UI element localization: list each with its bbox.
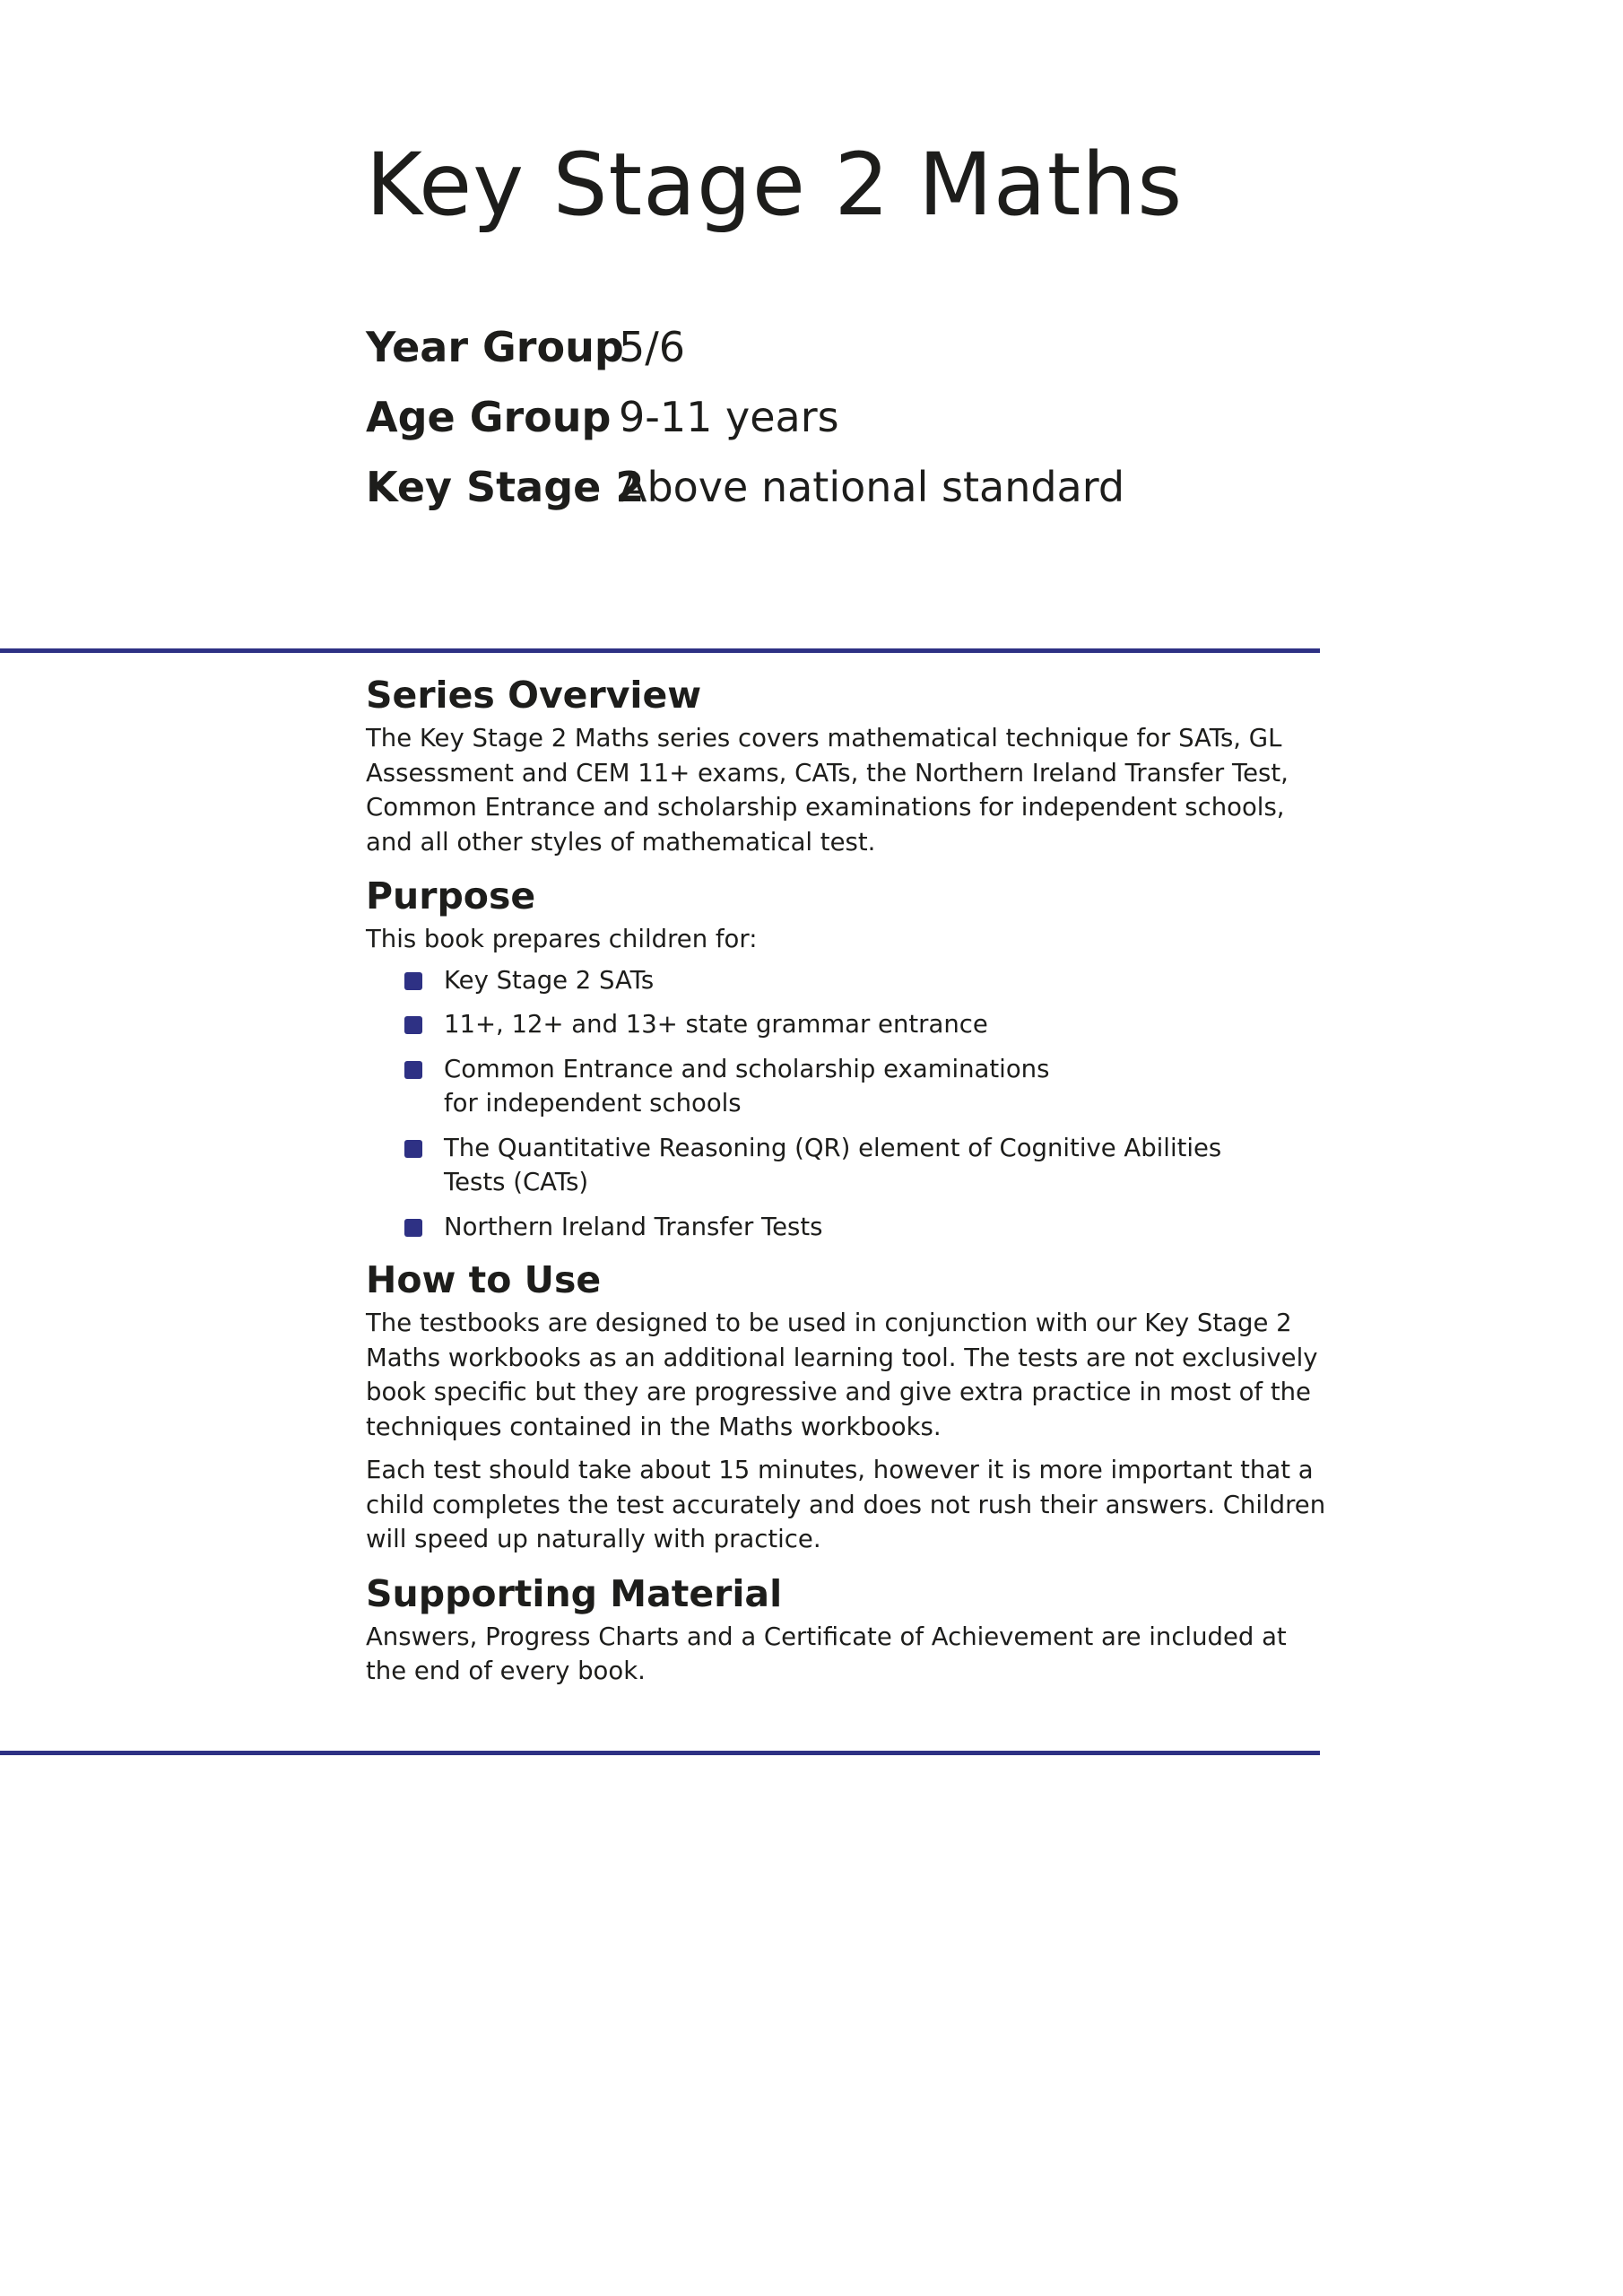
how-to-use-section (366, 1254, 1334, 1557)
list-item: Common Entrance and scholarship examinations for independent schools (366, 1052, 1334, 1121)
info-row-year-group (366, 323, 1124, 393)
info-row-key-stage (366, 463, 1124, 533)
page-title: Key Stage 2 Maths (366, 135, 1184, 235)
section-text: The Key Stage 2 Maths series covers mathematical technique for SATs, GL Assessment and CEM 11+ exams, CATs, the Northern Ireland Transfer Test, Common Entrance and scholarship examinations for independent schools, and all other styles of mathematical test. (366, 724, 1289, 857)
bullet-icon (404, 1061, 422, 1079)
info-value: 9-11 years (619, 393, 839, 441)
section-text: Answers, Progress Charts and a Certificate of Achievement are included at the end of every book. (366, 1622, 1287, 1685)
bullet-icon (404, 1140, 422, 1158)
bullet-icon (404, 1016, 422, 1034)
list-item: 11+, 12+ and 13+ state grammar entrance (366, 1007, 1334, 1042)
info-label: Age Group (366, 393, 612, 441)
list-item: The Quantitative Reasoning (QR) element of Cognitive Abilities Tests (CATs) (366, 1131, 1334, 1200)
section-heading: Supporting Material (366, 1571, 783, 1615)
section-heading: How to Use (366, 1258, 602, 1301)
info-value: Above national standard (619, 463, 1125, 511)
info-value: 5/6 (619, 323, 686, 371)
info-row-age-group (366, 393, 1124, 463)
section-text: The testbooks are designed to be used in conjunction with our Key Stage 2 Maths workbooks as an additional learning tool. The tests are not exclusively book specific but they are progressive and give extra practice in most of the techniques contained in the Maths workbooks. (366, 1309, 1318, 1441)
purpose-section (366, 870, 1334, 1244)
series-overview-section (366, 669, 1334, 859)
purpose-list (366, 963, 1334, 1245)
supporting-material-section (366, 1568, 1334, 1689)
section-text: Each test should take about 15 minutes, however it is more important that a child completes the test accurately and does not rush their answers. Children will speed up naturally with practice. (366, 1456, 1326, 1553)
list-item: Northern Ireland Transfer Tests (366, 1210, 1334, 1245)
list-item: Key Stage 2 SATs (366, 963, 1334, 998)
purpose-intro: This book prepares children for: (366, 925, 758, 953)
bullet-icon (404, 1219, 422, 1237)
bottom-divider (0, 1751, 1320, 1755)
top-divider (0, 648, 1320, 653)
section-heading: Series Overview (366, 674, 702, 717)
bullet-icon (404, 972, 422, 990)
book-info (366, 323, 1124, 533)
description-panel (366, 669, 1334, 1689)
info-label: Year Group (366, 323, 624, 371)
info-label: Key Stage 2 (366, 463, 645, 511)
section-heading: Purpose (366, 874, 536, 918)
